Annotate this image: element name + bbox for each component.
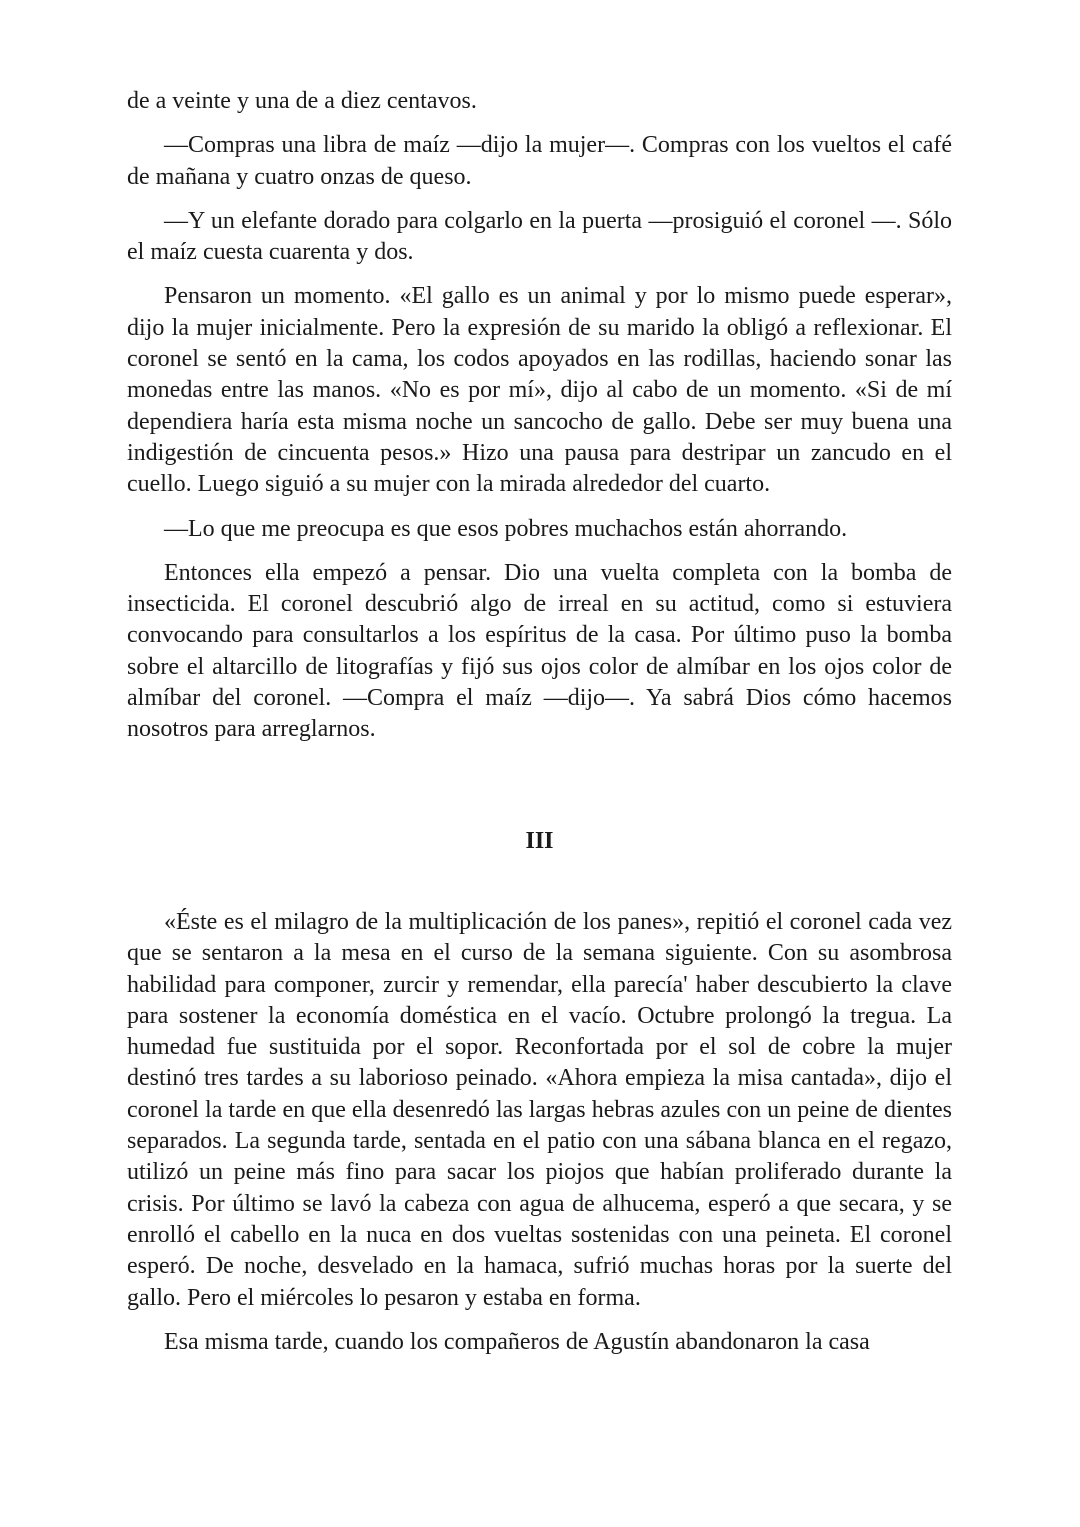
paragraph: Pensaron un momento. «El gallo es un animal y por lo mismo puede esperar», dijo la mujer inicialmente. Pero la expresión de su marido la obligó a reflexionar. El coronel se sentó en la cama, los codos apoyados en las rodillas, haciendo sonar las monedas entre las manos. «No es por mí», dijo al cabo de un momento. «Si de mí dependiera haría esta misma noche un sancocho de gallo. Debe ser muy buena una indigestión de cincuenta pesos.» Hizo una pausa para destripar un zancudo en el cuello. Luego siguió a su mujer con la mirada alrededor del cuarto. (127, 283, 952, 498)
paragraph: Esa misma tarde, cuando los compañeros de Agustín abandonaron la casa (164, 1328, 870, 1355)
paragraph: Entonces ella empezó a pensar. Dio una vuelta completa con la bomba de insecticida. El coronel descubrió algo de irreal en su actitud, como si estuviera convocando para consultarlos a los espíritus de la casa. Por último puso la bomba sobre el altarcillo de litografías y fijó sus ojos color de almíbar en los ojos color de almíbar del coronel. —Compra el maíz —dijo—. Ya sabrá Dios cómo hacemos nosotros para arreglarnos. (127, 559, 952, 743)
paragraph: de a veinte y una de a diez centavos. (127, 88, 477, 114)
chapter-heading: III (525, 827, 554, 854)
paragraph: —Lo que me preocupa es que esos pobres muchachos están ahorrando. (164, 515, 848, 542)
paragraph: —Compras una libra de maíz —dijo la mujer—. Compras con los vueltos el café de mañana y cuatro onzas de queso. (127, 132, 952, 190)
paragraph: «Éste es el milagro de la multiplicación de los panes», repitió el coronel cada vez que se sentaron a la mesa en el curso de la semana siguiente. Con su asombrosa habilidad para componer, zurcir y remendar, ella parecía' haber descubierto la clave para sostener la economía doméstica en el vacío. Octubre prolongó la tregua. La humedad fue sustituida por el sopor. Reconfortada por el sol de cobre la mujer destinó tres tardes a su laborioso peinado. «Ahora empieza la misa cantada», dijo el coronel la tarde en que ella desenredó las largas hebras azules con un peine de dientes separados. La segunda tarde, sentada en el patio con una sábana blanca en el regazo, utilizó un peine más fino para sacar los piojos que habían proliferado durante la crisis. Por último se lavó la cabeza con agua de alhucema, esperó a que secara, y se enrolló el cabello en la nuca en dos vueltas sostenidas con una peineta. El coronel esperó. De noche, desvelado en la hamaca, sufrió muchas horas por la suerte del gallo. Pero el miércoles lo pesaron y estaba en forma. (127, 908, 952, 1311)
document-page (127, 86, 952, 1371)
paragraph: —Y un elefante dorado para colgarlo en la puerta —prosiguió el coronel —. Sólo el maíz cuesta cuarenta y dos. (127, 207, 952, 266)
